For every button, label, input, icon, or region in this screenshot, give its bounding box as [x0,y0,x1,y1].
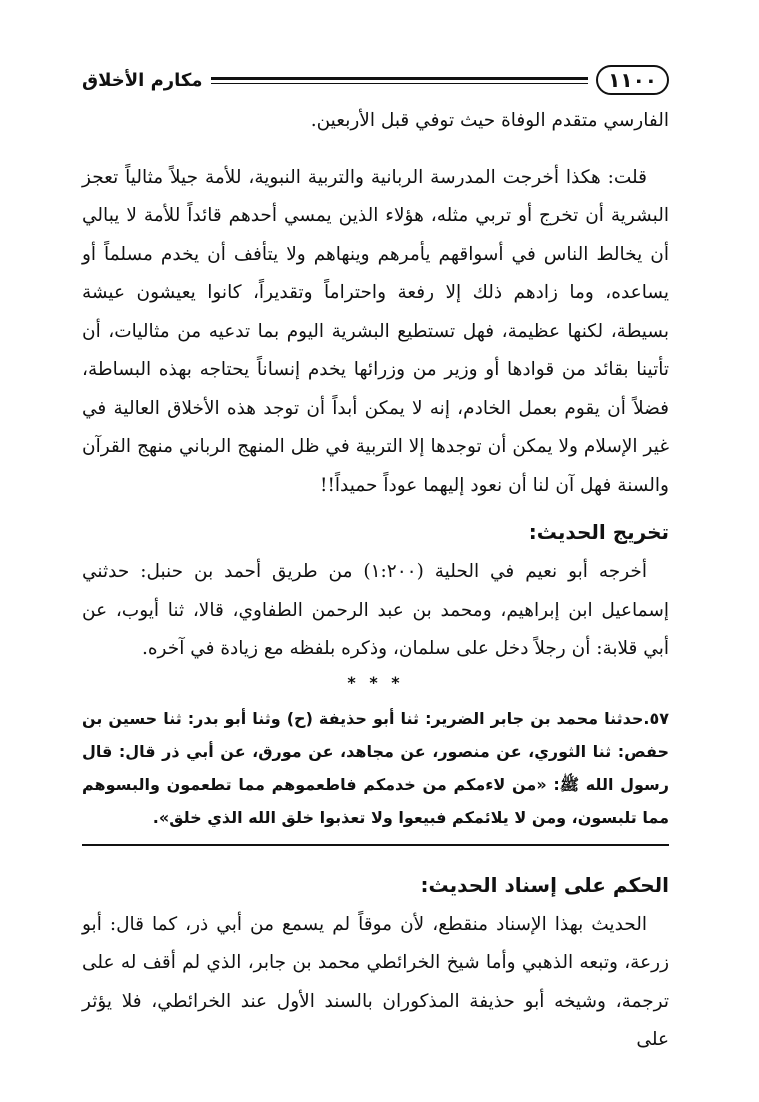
hadith-text: ٥٧.حدثنا محمد بن جابر الضرير: ثنا أبو حذيفة (ح) وثنا أبو بدر: ثنا حسين بن حفص: ثنا الثوري، عن منصور، عن مجاهد، عن مورق، عن أبي ذر قال: قال رسول الله ﷺ: «من لاءمكم من خدمكم فاطعموهم مما تطعمون والبسوهم مما تلبسون، ومن لا يلائمكم فبيعوا ولا تعذبوا خلق الله الذي خلق». [82,708,669,827]
page-number: ١١٠٠ [596,65,669,95]
header-rule [211,74,589,86]
paragraph-commentary: قلت: هكذا أخرجت المدرسة الربانية والتربية النبوية، للأمة جيلاً مثالياً تعجز البشرية أن تخرج أو تربي مثله، هؤلاء الذين يمسي أحدهم قائداً للأمة لا يبالي أن يخالط الناس في أسواقهم يأمرهم وينهاهم ولا يتأفف أن يخدم مسلماً أو يساعده، وما زادهم ذلك إلا رفعة واحتراماً وتقديراً، كانوا يعيشون عيشة بسيطة، لكنها عظيمة، فهل تستطيع البشرية اليوم بما تدعيه من مثاليات، أن تأتينا بقائد من قوادها أو وزير من وزرائها يخدم إنساناً يحتاجه بهذه البساطة، فضلاً أن يقوم بعمل الخادم، إنه لا يمكن أبداً أن توجد هذه الأخلاق العالية في غير الإسلام ولا يمكن أن توجدها إلا التربية في ظل المنهج الرباني منهج القرآن والسنة فهل آن لنا أن نعود إليهما عوداً حميداً!! [82,166,669,496]
header-rule-thick [211,77,589,80]
header-rule-thin [211,83,589,84]
page-header [82,58,669,102]
spacer [82,141,669,159]
takhrij-heading: تخريج الحديث: [528,520,669,544]
hukm-heading: الحكم على إسناد الحديث: [420,872,669,897]
paragraph-continuation: الفارسي متقدم الوفاة حيث توفي قبل الأربعين. [310,110,669,131]
hadith-divider [82,844,669,846]
hukm-text: الحديث بهذا الإسناد منقطع، لأن موقاً لم يسمع من أبي ذر، كما قال: أبو زرعة، وتبعه الذهبي وأما شيخ الخرائطي محمد بن جابر، الذي لم أقف له على ترجمة، وشيخه أبو حذيفة المذكوران بالسند الأول عند الخرائطي، فلا يؤثر على [82,913,669,1050]
takhrij-text: أخرجه أبو نعيم في الحلية (١:٢٠٠) من طريق أحمد بن حنبل: حدثني إسماعيل ابن إبراهيم، ومحمد بن عبد الرحمن الطفاوي، قالا، ثنا أيوب، عن أبي قلابة: أن رجلاً دخل على سلمان، وذكره بلفظه مع زيادة في آخره. [82,561,669,659]
book-title: مكارم الأخلاق [82,69,203,91]
section-separator: * * * [347,672,404,692]
